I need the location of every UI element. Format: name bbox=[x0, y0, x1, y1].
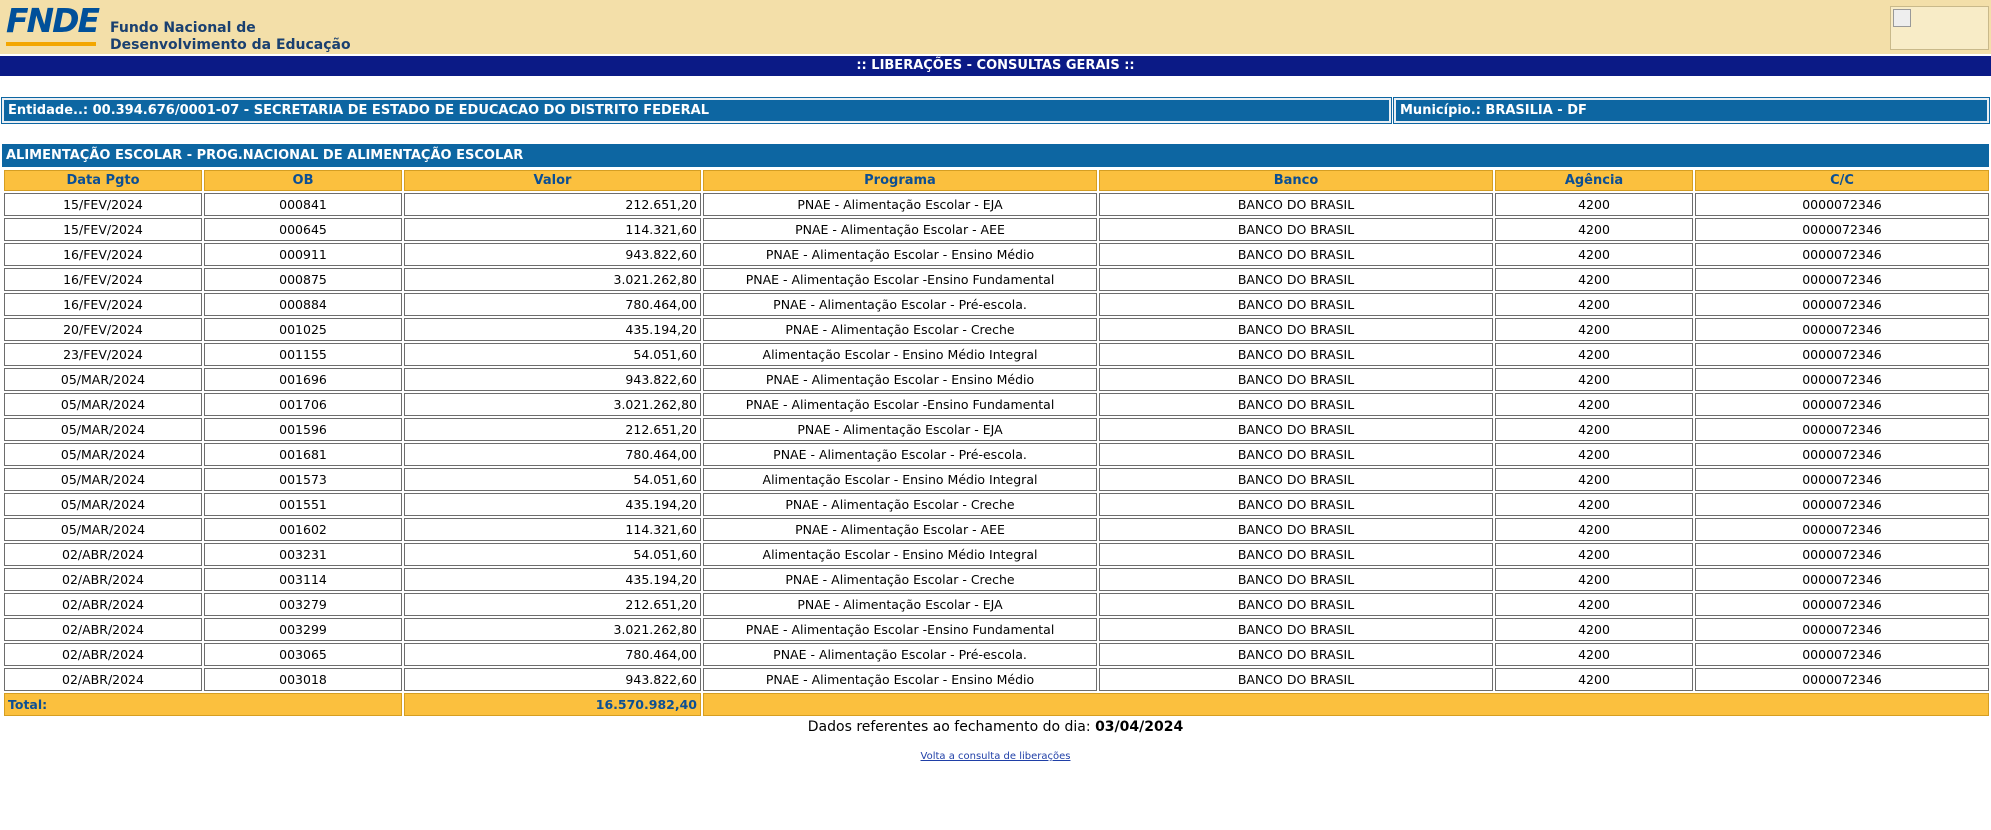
payment-date-cell: 05/MAR/2024 bbox=[4, 393, 202, 416]
table-total-row bbox=[4, 693, 1989, 716]
bank-cell: BANCO DO BRASIL bbox=[1099, 443, 1493, 466]
payment-date-cell: 05/MAR/2024 bbox=[4, 368, 202, 391]
payment-date-cell: 02/ABR/2024 bbox=[4, 643, 202, 666]
col-banco-header: Banco bbox=[1099, 170, 1493, 191]
payment-date-cell: 05/MAR/2024 bbox=[4, 493, 202, 516]
ob-cell: 001551 bbox=[204, 493, 402, 516]
agency-cell: 4200 bbox=[1495, 393, 1693, 416]
bank-cell: BANCO DO BRASIL bbox=[1099, 568, 1493, 591]
value-cell: 3.021.262,80 bbox=[404, 268, 701, 291]
table-row bbox=[4, 318, 1989, 341]
page-title: :: LIBERAÇÕES - CONSULTAS GERAIS :: bbox=[0, 56, 1991, 76]
bank-cell: BANCO DO BRASIL bbox=[1099, 243, 1493, 266]
payment-date-cell: 16/FEV/2024 bbox=[4, 293, 202, 316]
table-row bbox=[4, 193, 1989, 216]
entity-info-row bbox=[2, 98, 1989, 123]
bank-cell: BANCO DO BRASIL bbox=[1099, 293, 1493, 316]
value-cell: 943.822,60 bbox=[404, 243, 701, 266]
ob-cell: 003299 bbox=[204, 618, 402, 641]
program-cell: PNAE - Alimentação Escolar - Creche bbox=[703, 568, 1097, 591]
payment-date-cell: 15/FEV/2024 bbox=[4, 218, 202, 241]
table-row bbox=[4, 618, 1989, 641]
account-cell: 0000072346 bbox=[1695, 393, 1989, 416]
account-cell: 0000072346 bbox=[1695, 518, 1989, 541]
org-name bbox=[110, 20, 351, 54]
table-row bbox=[4, 493, 1989, 516]
agency-cell: 4200 bbox=[1495, 643, 1693, 666]
program-cell: PNAE - Alimentação Escolar - Pré-escola. bbox=[703, 443, 1097, 466]
broken-image-icon bbox=[1890, 6, 1989, 50]
payment-date-cell: 05/MAR/2024 bbox=[4, 468, 202, 491]
ob-cell: 001696 bbox=[204, 368, 402, 391]
value-cell: 212.651,20 bbox=[404, 593, 701, 616]
program-cell: PNAE - Alimentação Escolar - Ensino Médio bbox=[703, 668, 1097, 691]
agency-cell: 4200 bbox=[1495, 493, 1693, 516]
agency-cell: 4200 bbox=[1495, 193, 1693, 216]
table-row bbox=[4, 543, 1989, 566]
municipio-label: Município.: BRASILIA - DF bbox=[1394, 98, 1989, 123]
bank-cell: BANCO DO BRASIL bbox=[1099, 643, 1493, 666]
account-cell: 0000072346 bbox=[1695, 343, 1989, 366]
agency-cell: 4200 bbox=[1495, 593, 1693, 616]
payment-date-cell: 05/MAR/2024 bbox=[4, 518, 202, 541]
account-cell: 0000072346 bbox=[1695, 318, 1989, 341]
table-row bbox=[4, 418, 1989, 441]
table-row bbox=[4, 568, 1989, 591]
ob-cell: 001596 bbox=[204, 418, 402, 441]
logo-underline bbox=[6, 42, 96, 46]
ob-cell: 001573 bbox=[204, 468, 402, 491]
bank-cell: BANCO DO BRASIL bbox=[1099, 618, 1493, 641]
bank-cell: BANCO DO BRASIL bbox=[1099, 418, 1493, 441]
value-cell: 212.651,20 bbox=[404, 418, 701, 441]
closing-date-value: 03/04/2024 bbox=[1095, 719, 1184, 735]
bank-cell: BANCO DO BRASIL bbox=[1099, 593, 1493, 616]
agency-cell: 4200 bbox=[1495, 293, 1693, 316]
bank-cell: BANCO DO BRASIL bbox=[1099, 493, 1493, 516]
table-row bbox=[4, 468, 1989, 491]
value-cell: 435.194,20 bbox=[404, 568, 701, 591]
value-cell: 780.464,00 bbox=[404, 293, 701, 316]
program-cell: PNAE - Alimentação Escolar - Pré-escola. bbox=[703, 293, 1097, 316]
value-cell: 3.021.262,80 bbox=[404, 618, 701, 641]
closing-date-text: Dados referentes ao fechamento do dia: bbox=[807, 719, 1091, 735]
table-row bbox=[4, 668, 1989, 691]
account-cell: 0000072346 bbox=[1695, 368, 1989, 391]
account-cell: 0000072346 bbox=[1695, 193, 1989, 216]
payment-date-cell: 23/FEV/2024 bbox=[4, 343, 202, 366]
table-row bbox=[4, 393, 1989, 416]
account-cell: 0000072346 bbox=[1695, 268, 1989, 291]
liberacoes-table bbox=[2, 168, 1991, 718]
section-title: ALIMENTAÇÃO ESCOLAR - PROG.NACIONAL DE ALIMENTAÇÃO ESCOLAR bbox=[2, 144, 1989, 167]
value-cell: 435.194,20 bbox=[404, 318, 701, 341]
closing-date-note bbox=[0, 718, 1991, 736]
account-cell: 0000072346 bbox=[1695, 493, 1989, 516]
account-cell: 0000072346 bbox=[1695, 418, 1989, 441]
agency-cell: 4200 bbox=[1495, 618, 1693, 641]
program-cell: PNAE - Alimentação Escolar - Creche bbox=[703, 493, 1097, 516]
value-cell: 943.822,60 bbox=[404, 668, 701, 691]
ob-cell: 000884 bbox=[204, 293, 402, 316]
program-cell: PNAE - Alimentação Escolar - EJA bbox=[703, 418, 1097, 441]
account-cell: 0000072346 bbox=[1695, 543, 1989, 566]
agency-cell: 4200 bbox=[1495, 468, 1693, 491]
ob-cell: 003114 bbox=[204, 568, 402, 591]
ob-cell: 000841 bbox=[204, 193, 402, 216]
back-link-container bbox=[0, 750, 1991, 764]
payment-date-cell: 05/MAR/2024 bbox=[4, 443, 202, 466]
program-cell: PNAE - Alimentação Escolar -Ensino Fundamental bbox=[703, 268, 1097, 291]
ob-cell: 000645 bbox=[204, 218, 402, 241]
table-row bbox=[4, 343, 1989, 366]
agency-cell: 4200 bbox=[1495, 268, 1693, 291]
program-cell: PNAE - Alimentação Escolar - Pré-escola. bbox=[703, 643, 1097, 666]
value-cell: 54.051,60 bbox=[404, 343, 701, 366]
program-cell: PNAE - Alimentação Escolar - Ensino Médio bbox=[703, 243, 1097, 266]
value-cell: 54.051,60 bbox=[404, 468, 701, 491]
ob-cell: 003018 bbox=[204, 668, 402, 691]
agency-cell: 4200 bbox=[1495, 518, 1693, 541]
bank-cell: BANCO DO BRASIL bbox=[1099, 668, 1493, 691]
table-row bbox=[4, 218, 1989, 241]
agency-cell: 4200 bbox=[1495, 568, 1693, 591]
ob-cell: 001155 bbox=[204, 343, 402, 366]
agency-cell: 4200 bbox=[1495, 318, 1693, 341]
ob-cell: 001602 bbox=[204, 518, 402, 541]
program-cell: PNAE - Alimentação Escolar - Creche bbox=[703, 318, 1097, 341]
account-cell: 0000072346 bbox=[1695, 293, 1989, 316]
org-name-line2: Desenvolvimento da Educação bbox=[110, 37, 351, 53]
table-row bbox=[4, 243, 1989, 266]
value-cell: 780.464,00 bbox=[404, 443, 701, 466]
payment-date-cell: 16/FEV/2024 bbox=[4, 243, 202, 266]
table-row bbox=[4, 293, 1989, 316]
table-row bbox=[4, 368, 1989, 391]
program-cell: PNAE - Alimentação Escolar - EJA bbox=[703, 193, 1097, 216]
table-row bbox=[4, 443, 1989, 466]
account-cell: 0000072346 bbox=[1695, 568, 1989, 591]
program-cell: PNAE - Alimentação Escolar - AEE bbox=[703, 218, 1097, 241]
back-to-query-link[interactable]: Volta a consulta de liberações bbox=[920, 751, 1071, 762]
ob-cell: 001681 bbox=[204, 443, 402, 466]
agency-cell: 4200 bbox=[1495, 343, 1693, 366]
value-cell: 54.051,60 bbox=[404, 543, 701, 566]
payment-date-cell: 20/FEV/2024 bbox=[4, 318, 202, 341]
table-row bbox=[4, 643, 1989, 666]
col-data-pgto-header: Data Pgto bbox=[4, 170, 202, 191]
account-cell: 0000072346 bbox=[1695, 593, 1989, 616]
bank-cell: BANCO DO BRASIL bbox=[1099, 268, 1493, 291]
bank-cell: BANCO DO BRASIL bbox=[1099, 193, 1493, 216]
payment-date-cell: 02/ABR/2024 bbox=[4, 543, 202, 566]
value-cell: 435.194,20 bbox=[404, 493, 701, 516]
account-cell: 0000072346 bbox=[1695, 468, 1989, 491]
value-cell: 943.822,60 bbox=[404, 368, 701, 391]
program-cell: PNAE - Alimentação Escolar - Ensino Médio bbox=[703, 368, 1097, 391]
bank-cell: BANCO DO BRASIL bbox=[1099, 218, 1493, 241]
value-cell: 114.321,60 bbox=[404, 218, 701, 241]
account-cell: 0000072346 bbox=[1695, 668, 1989, 691]
table-header-row bbox=[4, 170, 1989, 191]
program-cell: Alimentação Escolar - Ensino Médio Integral bbox=[703, 343, 1097, 366]
table-row bbox=[4, 268, 1989, 291]
account-cell: 0000072346 bbox=[1695, 243, 1989, 266]
agency-cell: 4200 bbox=[1495, 418, 1693, 441]
total-label: Total: bbox=[4, 693, 402, 716]
program-cell: Alimentação Escolar - Ensino Médio Integral bbox=[703, 468, 1097, 491]
payment-date-cell: 02/ABR/2024 bbox=[4, 618, 202, 641]
col-programa-header: Programa bbox=[703, 170, 1097, 191]
page-header bbox=[0, 0, 1991, 54]
bank-cell: BANCO DO BRASIL bbox=[1099, 393, 1493, 416]
account-cell: 0000072346 bbox=[1695, 443, 1989, 466]
agency-cell: 4200 bbox=[1495, 368, 1693, 391]
account-cell: 0000072346 bbox=[1695, 218, 1989, 241]
ob-cell: 001706 bbox=[204, 393, 402, 416]
table-row bbox=[4, 593, 1989, 616]
program-cell: PNAE - Alimentação Escolar - EJA bbox=[703, 593, 1097, 616]
ob-cell: 003279 bbox=[204, 593, 402, 616]
ob-cell: 003065 bbox=[204, 643, 402, 666]
bank-cell: BANCO DO BRASIL bbox=[1099, 468, 1493, 491]
value-cell: 212.651,20 bbox=[404, 193, 701, 216]
program-cell: PNAE - Alimentação Escolar -Ensino Fundamental bbox=[703, 393, 1097, 416]
table-row bbox=[4, 518, 1989, 541]
bank-cell: BANCO DO BRASIL bbox=[1099, 518, 1493, 541]
value-cell: 3.021.262,80 bbox=[404, 393, 701, 416]
payment-date-cell: 15/FEV/2024 bbox=[4, 193, 202, 216]
org-name-line1: Fundo Nacional de bbox=[110, 20, 256, 36]
total-filler bbox=[703, 693, 1989, 716]
agency-cell: 4200 bbox=[1495, 668, 1693, 691]
payment-date-cell: 16/FEV/2024 bbox=[4, 268, 202, 291]
bank-cell: BANCO DO BRASIL bbox=[1099, 368, 1493, 391]
bank-cell: BANCO DO BRASIL bbox=[1099, 343, 1493, 366]
payment-date-cell: 02/ABR/2024 bbox=[4, 668, 202, 691]
ob-cell: 000875 bbox=[204, 268, 402, 291]
agency-cell: 4200 bbox=[1495, 443, 1693, 466]
entity-label: Entidade..: 00.394.676/0001-07 - SECRETARIA DE ESTADO DE EDUCACAO DO DISTRITO FEDERAL bbox=[2, 98, 1391, 123]
value-cell: 114.321,60 bbox=[404, 518, 701, 541]
col-ob-header: OB bbox=[204, 170, 402, 191]
account-cell: 0000072346 bbox=[1695, 643, 1989, 666]
fnde-logo: FNDE bbox=[6, 1, 99, 40]
bank-cell: BANCO DO BRASIL bbox=[1099, 318, 1493, 341]
ob-cell: 001025 bbox=[204, 318, 402, 341]
agency-cell: 4200 bbox=[1495, 543, 1693, 566]
account-cell: 0000072346 bbox=[1695, 618, 1989, 641]
payment-date-cell: 05/MAR/2024 bbox=[4, 418, 202, 441]
program-cell: Alimentação Escolar - Ensino Médio Integral bbox=[703, 543, 1097, 566]
program-cell: PNAE - Alimentação Escolar - AEE bbox=[703, 518, 1097, 541]
total-value: 16.570.982,40 bbox=[404, 693, 701, 716]
agency-cell: 4200 bbox=[1495, 218, 1693, 241]
ob-cell: 000911 bbox=[204, 243, 402, 266]
value-cell: 780.464,00 bbox=[404, 643, 701, 666]
program-cell: PNAE - Alimentação Escolar -Ensino Fundamental bbox=[703, 618, 1097, 641]
payment-date-cell: 02/ABR/2024 bbox=[4, 593, 202, 616]
bank-cell: BANCO DO BRASIL bbox=[1099, 543, 1493, 566]
col-valor-header: Valor bbox=[404, 170, 701, 191]
col-cc-header: C/C bbox=[1695, 170, 1989, 191]
agency-cell: 4200 bbox=[1495, 243, 1693, 266]
col-agencia-header: Agência bbox=[1495, 170, 1693, 191]
payment-date-cell: 02/ABR/2024 bbox=[4, 568, 202, 591]
ob-cell: 003231 bbox=[204, 543, 402, 566]
